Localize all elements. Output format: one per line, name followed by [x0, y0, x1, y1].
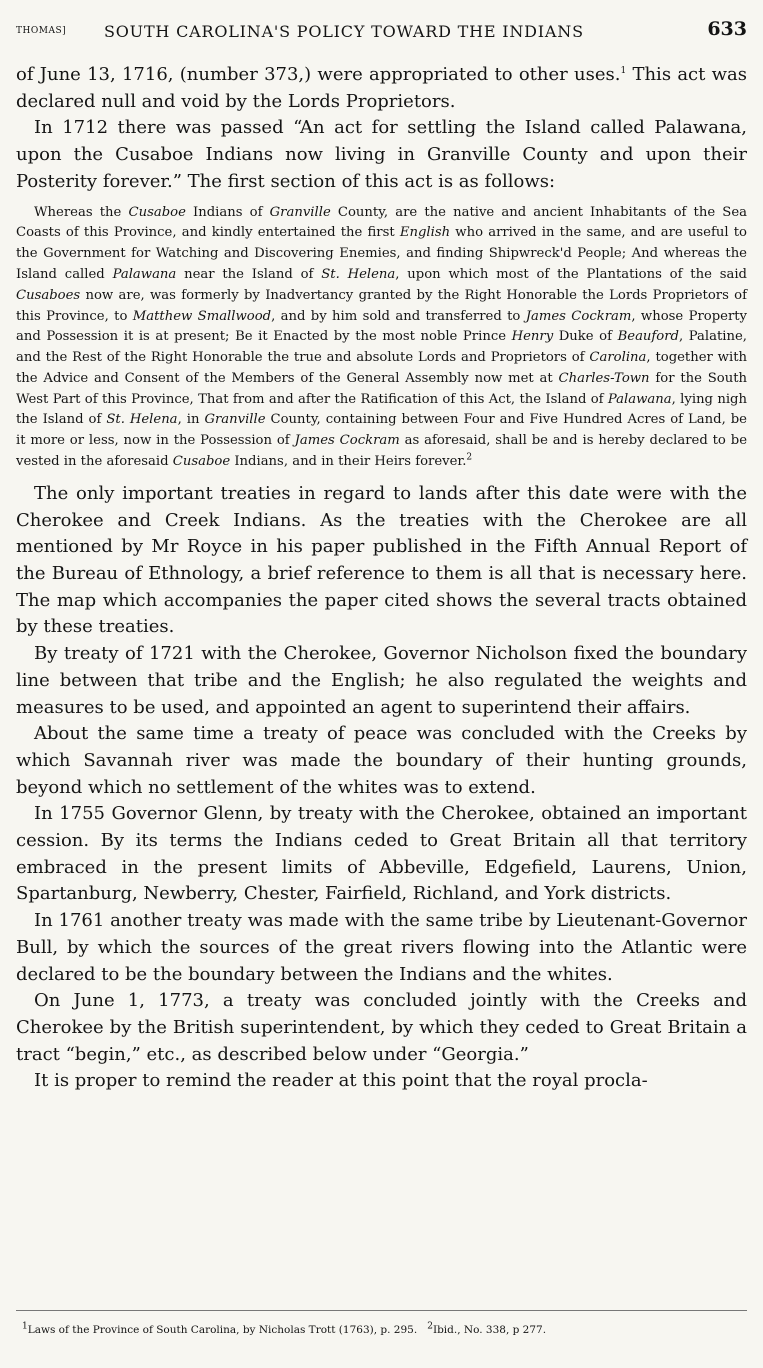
page-number: 633 — [707, 18, 747, 40]
paragraph-text: of June 13, 1716, (number 373,) were appropriated to other uses. — [16, 64, 621, 85]
act-quotation: Whereas the Cusaboe Indians of Granville County, are the native and ancient Inhabitants of the Sea Coasts of this Province, and kindly entertained the first English who arrived in the same, and are useful to the Government for Watching and Discovering Enemies, and finding Shipwreck'd People; And whereas the Island called Palawana near the Island of St. Helena, upon which most of the Plantations of the said Cusaboes now are, was formerly by Inadvertancy granted by the Right Honorable the Lords Proprietors of this Province, to Matthew Smallwood, and by him sold and transferred to James Cockram, whose Property and Possession it is at present; Be it Enacted by the most noble Prince Henry Duke of Beauford, Palatine, and the Rest of the Right Honorable the true and absolute Lords and Proprietors of Carolina, together with the Advice and Consent of the Members of the General Assembly now met at Charles-Town for the South West Part of this Province, That from and after the Ratification of this Act, the Island of Palawana, lying nigh the Island of St. Helena, in Granville County, containing between Four and Five Hundred Acres of Land, be it more or less, now in the Possession of James Cockram as aforesaid, shall be and is hereby declared to be vested in the aforesaid Cusaboe Indians, and in their Heirs forever.$^2$ — [16, 204, 748, 470]
paragraph-treaties-overview: The only important treaties in regard to lands after this date were with the Cherokee and Creek Indians. As the treaties with the Cherokee are all mentioned by Mr Royce in his paper published in the Fifth Annual Report of the Bureau of Ethnology, a brief reference to them is all that is necessary here. The map which accompanies the paper cited shows the several tracts obtained by these treaties. — [16, 482, 747, 638]
paragraph-treaty-1755: In 1755 Governor Glenn, by treaty with the Cherokee, obtained an important cession. By its terms the Indians ceded to Great Britain all that territory embraced in the present limits of Abbeville, Edgefield, Laurens, Union, Spartanburg, Newberry, Chester, Fairfield, Richland, and York districts. — [16, 803, 747, 905]
page-body — [16, 62, 747, 1095]
book-page — [16, 0, 747, 1368]
footnote-divider — [16, 1310, 747, 1311]
paragraph-treaty-1761: In 1761 another treaty was made with the same tribe by Lieutenant-Governor Bull, by which the sources of the great rivers flowing into the Atlantic were declared to be the boundary between the Indians and the whites. — [16, 910, 747, 985]
footnote-2: Ibid., No. 338, p 277. — [432, 1324, 547, 1336]
footnote-ref-1: 1 — [620, 66, 627, 76]
paragraph-treaty-1773: On June 1, 1773, a treaty was concluded jointly with the Creeks and Cherokee by the British superintendent, by which they ceded to Great Britain a tract “begin,” etc., as described below under “Georgia.” — [16, 990, 747, 1065]
paragraph-text: This act was declared null and void by the Lords Proprietors. — [16, 64, 747, 112]
footnote-mark-1: 1 — [22, 1321, 28, 1332]
footnote-1: Laws of the Province of South Carolina, by Nicholas Trott (1763), p. 295. — [27, 1324, 418, 1336]
running-header — [16, 20, 747, 46]
footnote-mark-2: 2 — [427, 1321, 433, 1332]
paragraph-palawana-act: In 1712 there was passed “An act for settling the Island called Palawana, upon the Cusaboe Indians now living in Granville County and upon their Posterity forever.” The first section of this act is as follows: — [16, 117, 747, 192]
footnote-ref-2: 2 — [466, 452, 473, 463]
paragraph-royal-proclamation: It is proper to remind the reader at this point that the royal procla- — [34, 1070, 648, 1092]
header-author: THOMAS] — [16, 26, 67, 36]
paragraph-continuation — [16, 62, 747, 115]
header-title: SOUTH CAROLINA'S POLICY TOWARD THE INDIANS — [104, 22, 584, 41]
paragraph-creek-treaty: About the same time a treaty of peace was concluded with the Creeks by which Savannah river was made the boundary of their hunting grounds, beyond which no settlement of the whites was to extend. — [16, 723, 747, 798]
footnotes — [22, 1323, 747, 1337]
paragraph-treaty-1721: By treaty of 1721 with the Cherokee, Governor Nicholson fixed the boundary line between that tribe and the English; he also regulated the weights and measures to be used, and appointed an agent to superintend their affairs. — [16, 643, 747, 718]
